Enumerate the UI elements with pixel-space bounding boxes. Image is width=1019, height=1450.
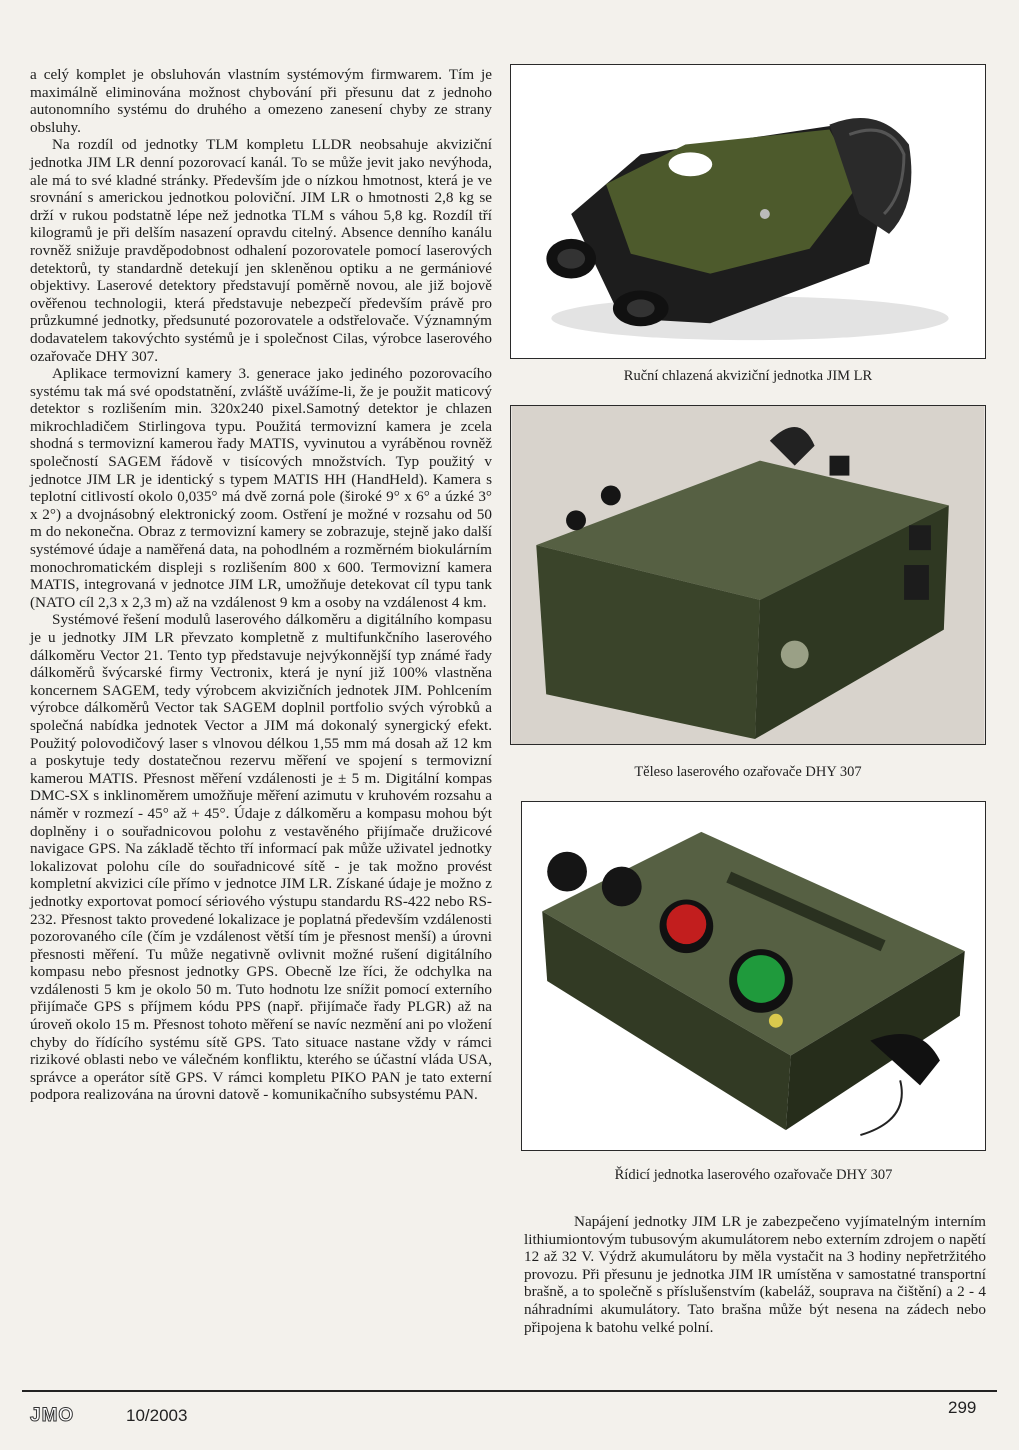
- figure-3-caption: Řídicí jednotka laserového ozařovače DHY 307: [614, 1167, 893, 1183]
- dhy307-control-unit-image: [522, 802, 985, 1150]
- green-button-icon: [737, 955, 785, 1003]
- page-number: 299: [948, 1398, 977, 1417]
- figure-1-caption: Ruční chlazená akviziční jednotka JIM LR: [623, 368, 873, 384]
- paragraph-5: Napájení jednotky JIM LR je zabezpečeno vyjímatelným interním lithiumiontovým tubusovým akumulátorem nebo externím zdrojem o napětí 12 až 32 V. Výdrž akumulátoru by měla vystačit na 3 hodiny nepřetržitého provozu. Při přesunu je jednotka JIM lR umístěna v samostatné transportní brašně, a to společně s příslušenstvím (kabeláž, souprava na čištění) a 2 - 4 náhradními akumulátory. Tato brašna může být nesena na zádech nebo připojena k batohu velké polní.: [524, 1213, 986, 1336]
- figure-jim-lr-photo: [510, 64, 986, 359]
- figure-dhy307-body-photo: [510, 405, 986, 745]
- left-column-text: [30, 66, 492, 1104]
- dhy307-body-image: [511, 406, 985, 744]
- red-button-icon: [667, 904, 707, 944]
- paragraph-4: Systémové řešení modulů laserového dálkoměru a digitálního kompasu je u jednotky JIM LR převzato kompletně z multifunkčního laserového dálkoměru Vector 21. Tento typ představuje nejvýkonnější typ známé řady dálkoměrů švýcarské firmy Vectronix, která je nyní již 100% vlastněna koncernem SAGEM, tedy výrobcem akvizičních jednotek JIM. Pohlcením výrobce dálkoměrů Vector tak SAGEM doplnil portfolio svých výrobků a společná nabídka jednotek Vector a JIM má dokonalý synergický efekt. Použitý polovodičový laser s vlnovou délkou 1,55 mm má dosah až 12 km a poskytuje tedy dostatečnou rezervu měření ve spojení s termovizní kamerou MATIS. Přesnost měření vzdálenosti je ± 5 m. Digitální kompas DMC-SX s inklinoměrem umožňuje měření azimutu v kruhovém rozsahu a náměr v rozmezí - 45° až + 45°. Údaje z dálkoměru a kompasu mohou být doplněny i o souřadnicovou polohu z vestavěného přijímače družicové navigace GPS. Na základě těchto tří informací pak může uživatel jednotky lokalizovat polohu cíle do souřadnicové sítě - je tak možno provést kompletní akvizici cíle přímo v jednotce JIM LR. Získané údaje je možno z jednotky exportovat pomocí sériového výstupu standardu RS-422 nebo RS-232. Přesnost takto provedené lokalizace je poplatná především vzdálenosti pozorovaného cíle (čím je vzdálenost větší tím je přesnost menší) a úrovni přesnosti měření. Tu může negativně ovlivnit možné rušení digitálního kompasu nebo přesnost jednotky GPS. Obecně lze říci, že odchylka na vzdálenosti 5 km je okolo 50 m. Tuto hodnotu lze snížit pomocí externího přijímače GPS s příjmem kódu PPS (např. přijímače řady PLGR) až na úroveň okolo 15 m. Přesnost tohoto měření se navíc nezmění ani po vložení chyby do řídícího systému sítě GPS. Tato situace nastane vždy v rámci rizikové oblasti nebo ve válečném konfliktu, kterého se účastní vláda USA, správce a operátor sítě GPS. V rámci kompletu PIKO PAN je tato externí podpora realizována na úrovni datově - komunikačního subsystému PAN.: [30, 611, 492, 1104]
- figure-dhy307-control-photo: [521, 801, 986, 1151]
- issue-number: 10/2003: [126, 1406, 188, 1425]
- paragraph-2: Na rozdíl od jednotky TLM kompletu LLDR neobsahuje akviziční jednotka JIM LR denní pozorovací kanál. To se může jevit jako nevýhoda, ale má to své kladné stránky. Především jde o nízkou hmotnost, která je ve srovnání s americkou jednotkou poloviční. JIM LR o hmotnosti 2,8 kg se drží v rukou podstatně lépe než jednotka TLM s váhou 5,8 kg. Rozdíl tří kilogramů je při delším nasazení opravdu citelný. Absence denního kanálu rovněž snižuje pravděpodobnost odhalení pozorovatele pomocí laserových detektorů, ty standardně detekují jen skleněnou optiku a ne germániové objektivy. Laserové detektory představují poměrně novou, ale již bojově ověřenou technologii, která představuje nebezpečí především právě pro průzkumné jednotky, předsunuté pozorovatele a odstřelovače. Významným dodavatelem takovýchto systémů je i společnost Cilas, výrobce laserového ozařovače DHY 307.: [30, 136, 492, 365]
- paragraph-1: a celý komplet je obsluhován vlastním systémovým firmwarem. Tím je maximálně eliminována možnost chybování při přesunu dat z jednoho autonomního systému do druhého a omezeno zanesení chyby ze strany obsluhy.: [30, 66, 492, 136]
- jim-lr-device-image: [511, 65, 985, 358]
- right-column-text: [524, 1213, 986, 1336]
- paragraph-3: Aplikace termovizní kamery 3. generace jako jediného pozorovacího systému tak má své opodstatnění, zvláště uvážíme-li, že je použit maticový detektor s rozlišením min. 320x240 pixel.Samotný detektor je chlazen mikrochladičem Stirlingova typu. Použitá termovizní kamera je zcela shodná s termovizní kamerou řady MATIS, vyvinutou a vyráběnou rovněž společností SAGEM řádově v tisícových množstvích. Typ použitý v jednotce JIM LR je identický s typem MATIS HH (HandHeld). Kamera s teplotní citlivostí okolo 0,035° má dvě zorná pole (široké 9° x 6° a úzké 3° x 2°) a dvojnásobný elektronický zoom. Ostření je možné v rozsahu od 50 m do nekonečna. Obraz z termovizní kamery se zobrazuje, stejně jako další systémové údaje a naměřená data, na pohodlném a rozměrném biokulárním monochromatickém displeji s rozlišením 800 x 600. Termovizní kamera MATIS, integrovaná v jednotce JIM LR, umožňuje detekovat cíl typu tank (NATO cíl 2,3 x 2,3 m) až na vzdálenost 9 km a osoby na vzdálenost 4 km.: [30, 365, 492, 611]
- magazine-logo: JMO: [30, 1405, 75, 1426]
- footer-divider: [22, 1390, 997, 1392]
- figure-2-caption: Těleso laserového ozařovače DHY 307: [634, 764, 862, 780]
